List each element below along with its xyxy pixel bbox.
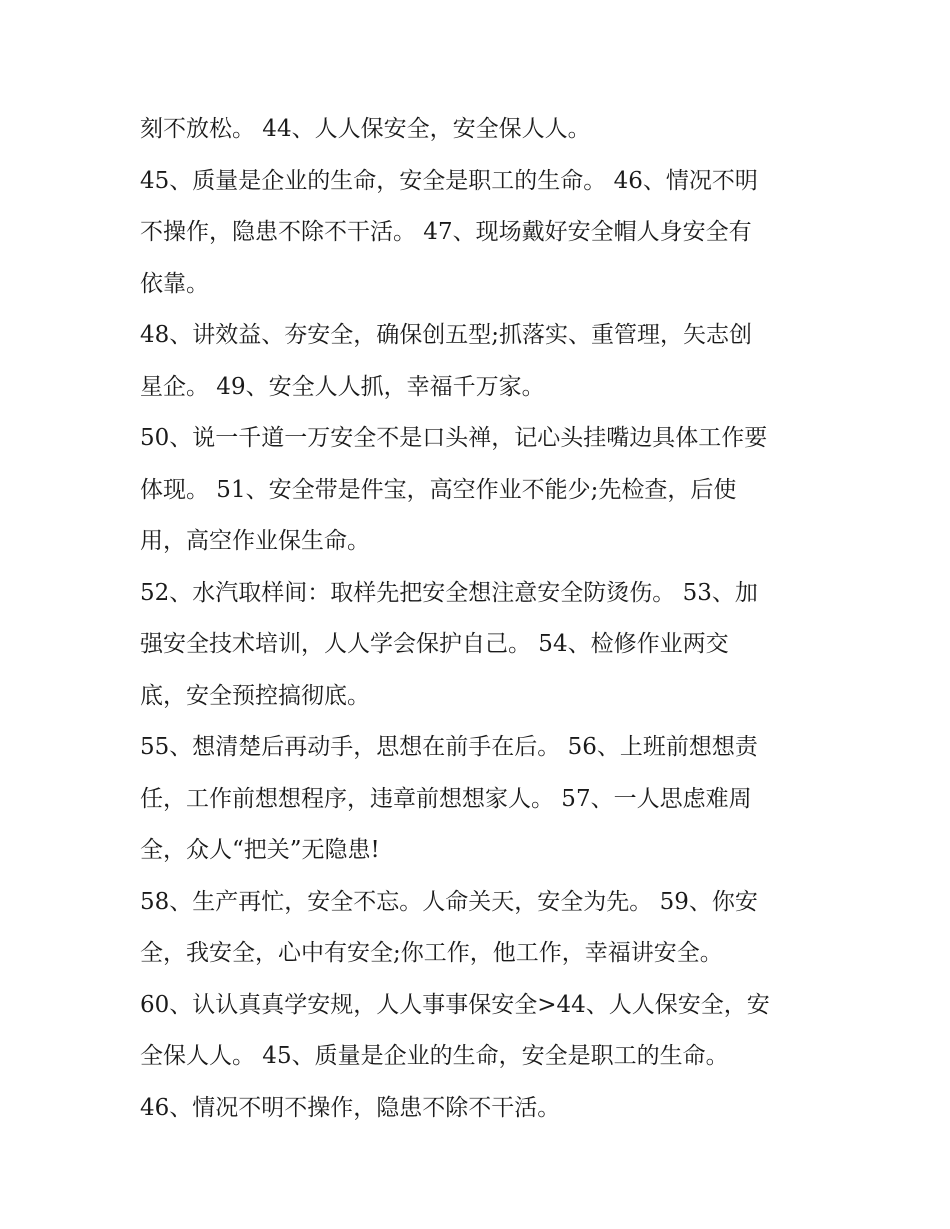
text-line: 依靠。: [140, 270, 209, 297]
text-line: 60、认认真真学安规，人人事事保安全>44、人人保安全，安: [140, 991, 770, 1018]
text-line: 任，工作前想想程序，违章前想想家人。 57、一人思虑难周: [140, 785, 752, 812]
text-line: 55、想清楚后再动手，思想在前手在后。 56、上班前想想责: [140, 734, 758, 760]
text-line: 全，众人“把关”无隐患!: [140, 837, 380, 863]
text-line: 不操作，隐患不除不干活。 47、现场戴好安全帽人身安全有: [140, 219, 752, 245]
text-line: 强安全技术培训，人人学会保护自己。 54、检修作业两交: [140, 631, 729, 657]
text-line: 底，安全预控搞彻底。: [140, 682, 370, 709]
text-line: 48、讲效益、夯安全，确保创五型;抓落实、重管理，矢志创: [140, 322, 753, 348]
text-line: 用，高空作业保生命。: [140, 528, 370, 554]
text-line: 全保人人。 45、质量是企业的生命，安全是职工的生命。: [140, 1043, 729, 1069]
document-body: [140, 104, 820, 1134]
text-line: 52、水汽取样间：取样先把安全想注意安全防烫伤。 53、加: [140, 579, 758, 606]
text-line: 45、质量是企业的生命，安全是职工的生命。 46、情况不明: [140, 167, 758, 194]
text-line: 58、生产再忙，安全不忘。人命关天，安全为先。 59、你安: [140, 888, 758, 915]
text-line: 刻不放松。 44、人人保安全，安全保人人。: [140, 116, 591, 142]
text-line: 46、情况不明不操作，隐患不除不干活。: [140, 1094, 561, 1121]
text-line: 50、说一千道一万安全不是口头禅，记心头挂嘴边具体工作要: [140, 425, 768, 451]
text-line: 体现。 51、安全带是件宝，高空作业不能少;先检查，后使: [140, 476, 737, 503]
text-line: 全，我安全，心中有安全;你工作，他工作，幸福讲安全。: [140, 940, 723, 966]
text-line: 星企。 49、安全人人抓，幸福千万家。: [140, 373, 545, 400]
